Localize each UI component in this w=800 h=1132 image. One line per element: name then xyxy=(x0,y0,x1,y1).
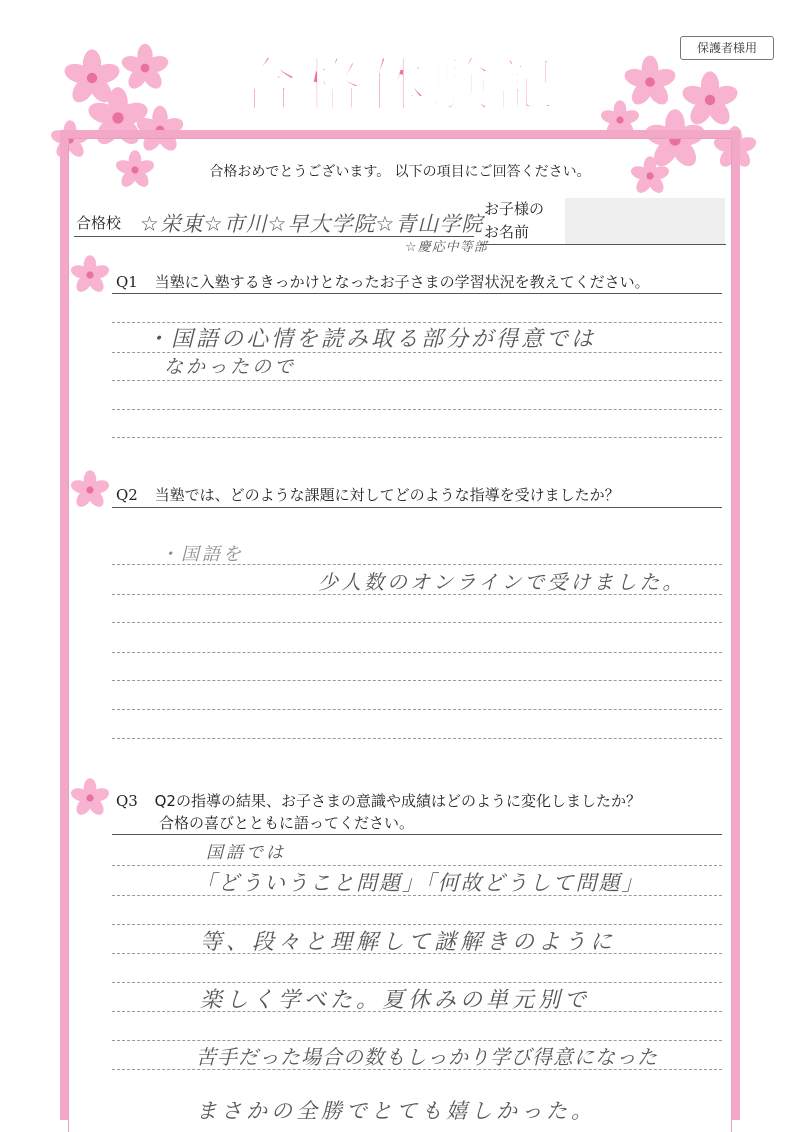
child-name-underline xyxy=(480,244,726,245)
q3-underline xyxy=(112,834,722,835)
q1-line-5 xyxy=(112,437,722,438)
q2-line-4 xyxy=(112,652,722,653)
q3-answer-line-5: 苦手だった場合の数もしっかり学び得意になった xyxy=(196,1045,658,1069)
q1-answer-line-2: なかったので xyxy=(164,356,297,378)
child-name-label-1: お子様の xyxy=(484,200,545,218)
school-label: 合格校 xyxy=(76,214,122,232)
q2-answer-line-2: 少人数のオンラインで受けました。 xyxy=(318,570,686,594)
q3-answer-line-1: 国語では xyxy=(206,843,286,863)
q2-row xyxy=(116,484,620,505)
q1-question: 当塾に入塾するきっかけとなったお子さまの学習状況を教えてください。 xyxy=(154,273,650,291)
intro-text: 合格おめでとうございます。 以下の項目にご回答ください。 xyxy=(209,164,591,180)
q2-answer-line-1: ・国語を xyxy=(160,544,244,565)
school-value: ☆栄東☆市川☆早大学院☆青山学院 xyxy=(140,212,484,236)
page-title: 合格体験記 xyxy=(239,51,560,119)
q2-number: Q2 xyxy=(116,486,138,504)
school-underline xyxy=(74,236,474,237)
guardian-badge: 保護者様用 xyxy=(680,36,774,60)
q1-line-4 xyxy=(112,409,722,410)
q3-answer-line-6: まさかの全勝でとても嬉しかった。 xyxy=(196,1099,596,1123)
q3-question-2: 合格の喜びとともに語ってください。 xyxy=(159,814,415,832)
q3-answer-line-2: 「どういうこと問題」「何故どうして問題」 xyxy=(195,871,645,895)
q2-question: 当塾では、どのような課題に対してどのような指導を受けましたか？ xyxy=(154,486,620,504)
school-value-line2: ☆慶応中等部 xyxy=(405,240,488,255)
q2-underline xyxy=(112,507,722,508)
q1-row xyxy=(116,271,650,292)
q1-underline xyxy=(112,293,722,294)
q2-line-5 xyxy=(112,680,722,681)
child-name-label-2: お名前 xyxy=(484,223,530,241)
q3-answer-line-3: 等、段々と理解して謎解きのように xyxy=(200,930,617,955)
q3-line-1 xyxy=(112,865,722,866)
q1-answer-line-1: ・国語の心情を読み取る部分が得意では xyxy=(146,327,597,352)
q3-answer-line-4: 楽しく学べた。夏休みの単元別で xyxy=(200,988,591,1013)
q3-row xyxy=(116,790,641,811)
q1-line-3 xyxy=(112,380,722,381)
q2-line-7 xyxy=(112,738,722,739)
q2-line-3 xyxy=(112,622,722,623)
q2-line-6 xyxy=(112,709,722,710)
q3-number: Q3 xyxy=(116,792,138,810)
child-name-redacted xyxy=(565,198,725,244)
q3-question-1: Q2の指導の結果、お子さまの意識や成績はどのように変化しましたか？ xyxy=(154,792,641,810)
q1-number: Q1 xyxy=(116,273,138,291)
